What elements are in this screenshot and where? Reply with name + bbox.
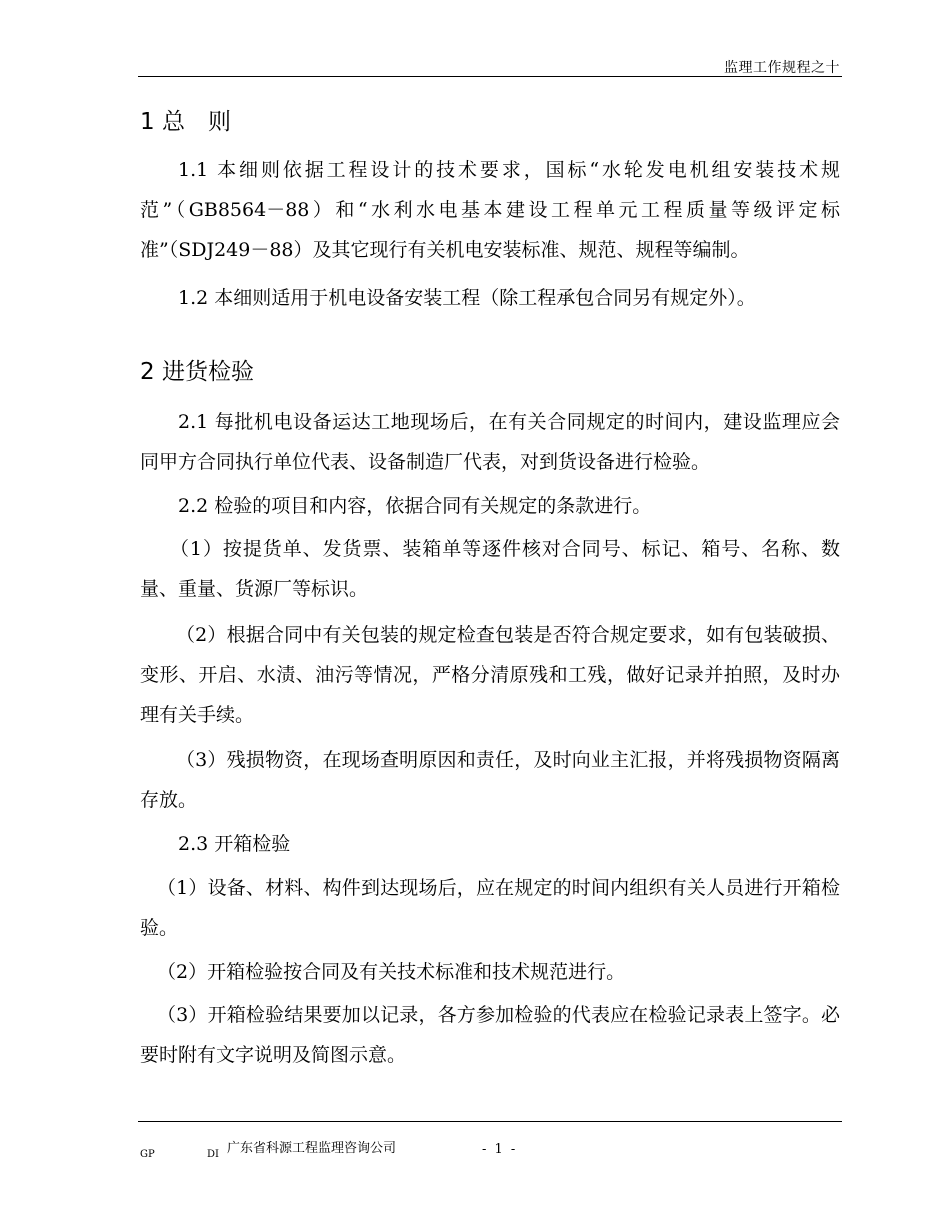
paragraph-2-1: 2.1 每批机电设备运达工地现场后，在有关合同规定的时间内，建设监理应会同甲方合同执行单位代表、设备制造厂代表，对到货设备进行检验。 [140,411,840,473]
footer-company: 广东省科源工程监理咨询公司 [227,1141,397,1156]
paragraph-2-3-item-1: （1）设备、材料、构件到达现场后，应在规定的时间内组织有关人员进行开箱检验。 [140,877,840,939]
footer-code-di: DI [207,1149,219,1160]
paragraph-1-2: 1.2 本细则适用于机电设备安装工程（除工程承包合同另有规定外）。 [178,287,756,309]
footer-rule [138,1121,842,1122]
paragraph-1-1: 1.1 本细则依据工程设计的技术要求，国标“水轮发电机组安装技术规范”（GB8564－88）和“水利水电基本建设工程单元工程质量等级评定标准”（SDJ249－88）及其它现行有关机电安装标准、规范、规程等编制。 [140,159,840,261]
paragraph-2-3-item-2: （2）开箱检验按合同及有关技术标准和技术规范进行。 [157,961,626,983]
running-header: 监理工作规程之十 [724,60,840,76]
paragraph-2-2-item-3: （3）残损物资，在现场查明原因和责任，及时向业主汇报，并将残损物资隔离存放。 [140,749,840,811]
paragraph-2-2-item-1: （1）按提货单、发货票、装箱单等逐件核对合同号、标记、箱号、名称、数量、重量、货源厂等标识。 [140,538,840,600]
paragraph-2-3-item-3: （3）开箱检验结果要加以记录，各方参加检验的代表应在检验记录表上签字。必要时附有文字说明及简图示意。 [140,1004,840,1066]
paragraph-2-2-item-2: （2）根据合同中有关包装的规定检查包装是否符合规定要求，如有包装破损、变形、开启、水渍、油污等情况，严格分清原残和工残，做好记录并拍照，及时办理有关手续。 [140,624,840,726]
paragraph-2-2: 2.2 检验的项目和内容，依据合同有关规定的条款进行。 [178,495,652,517]
footer-code-gp: GP [140,1149,155,1160]
page-number: - 1 - [482,1142,518,1157]
paragraph-2-3: 2.3 开箱检验 [178,833,291,855]
section-2-heading: 2 进货检验 [140,359,254,385]
section-1-heading: 1 总 则 [140,109,231,135]
header-rule [138,76,842,77]
